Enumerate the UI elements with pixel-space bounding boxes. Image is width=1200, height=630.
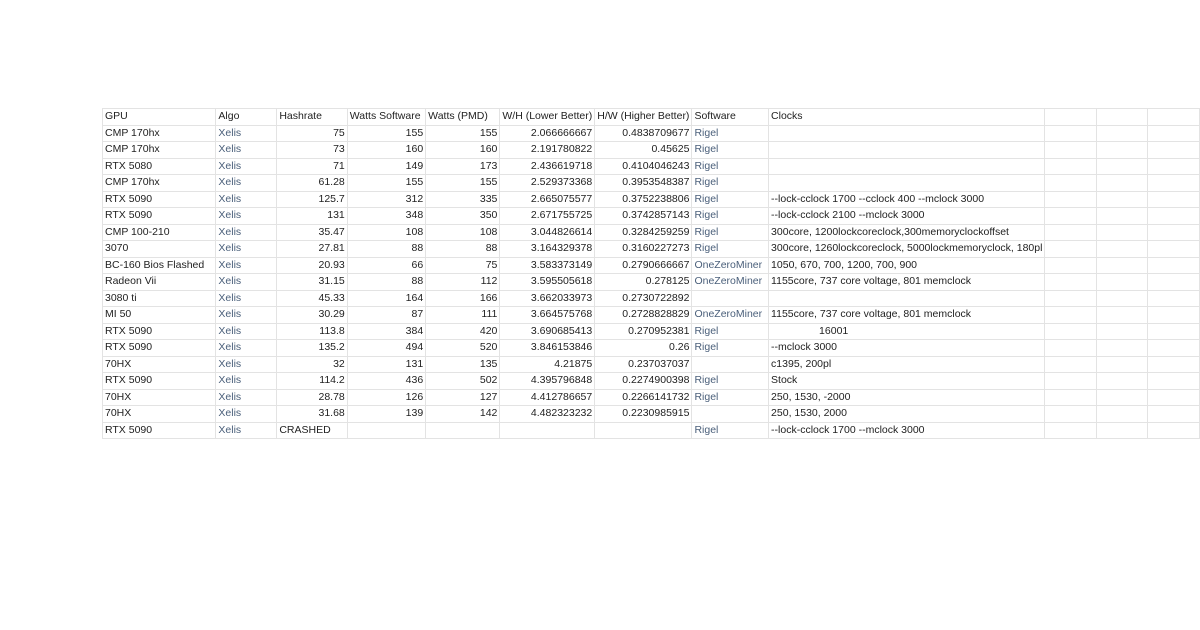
empty-cell[interactable]: [1097, 389, 1148, 406]
empty-cell[interactable]: [1045, 224, 1097, 241]
cell-col-4[interactable]: 160: [426, 142, 500, 159]
cell-col-4[interactable]: 350: [426, 208, 500, 225]
cell-col-1[interactable]: Xelis: [216, 307, 277, 324]
empty-cell[interactable]: [1045, 356, 1097, 373]
empty-cell[interactable]: [1148, 307, 1200, 324]
header-cell-5[interactable]: W/H (Lower Better): [500, 109, 595, 126]
empty-cell[interactable]: [1148, 422, 1200, 439]
cell-col-7[interactable]: Rigel: [692, 340, 769, 357]
cell-col-4[interactable]: 155: [426, 125, 500, 142]
empty-cell[interactable]: [1097, 356, 1148, 373]
header-cell-6[interactable]: H/W (Higher Better): [595, 109, 692, 126]
empty-cell[interactable]: [1148, 323, 1200, 340]
cell-col-5[interactable]: 4.395796848: [500, 373, 595, 390]
cell-col-2[interactable]: 35.47: [277, 224, 347, 241]
cell-col-4[interactable]: 75: [426, 257, 500, 274]
cell-col-6[interactable]: 0.2790666667: [595, 257, 692, 274]
empty-cell[interactable]: [1148, 142, 1200, 159]
cell-col-4[interactable]: [426, 422, 500, 439]
header-cell-4[interactable]: Watts (PMD): [426, 109, 500, 126]
cell-col-5[interactable]: 3.164329378: [500, 241, 595, 258]
table-row: [103, 307, 1200, 324]
cell-col-1[interactable]: Xelis: [216, 125, 277, 142]
cell-col-8[interactable]: [769, 142, 1045, 159]
empty-cell[interactable]: [1045, 109, 1097, 126]
table-row: [103, 340, 1200, 357]
empty-cell[interactable]: [1148, 340, 1200, 357]
cell-col-0[interactable]: CMP 170hx: [103, 142, 216, 159]
cell-col-8[interactable]: Stock: [769, 373, 1045, 390]
cell-col-5[interactable]: 3.662033973: [500, 290, 595, 307]
cell-col-7[interactable]: Rigel: [692, 191, 769, 208]
table-row: [103, 224, 1200, 241]
cell-col-6[interactable]: 0.2728828829: [595, 307, 692, 324]
cell-col-0[interactable]: RTX 5090: [103, 323, 216, 340]
cell-col-1[interactable]: Xelis: [216, 389, 277, 406]
cell-col-2[interactable]: 75: [277, 125, 347, 142]
empty-cell[interactable]: [1148, 274, 1200, 291]
cell-col-0[interactable]: RTX 5090: [103, 208, 216, 225]
cell-col-6[interactable]: 0.45625: [595, 142, 692, 159]
cell-col-7[interactable]: Rigel: [692, 208, 769, 225]
cell-col-1[interactable]: Xelis: [216, 158, 277, 175]
cell-col-6[interactable]: 0.270952381: [595, 323, 692, 340]
empty-cell[interactable]: [1045, 175, 1097, 192]
cell-col-0[interactable]: RTX 5090: [103, 191, 216, 208]
cell-col-1[interactable]: Xelis: [216, 208, 277, 225]
empty-cell[interactable]: [1097, 241, 1148, 258]
empty-cell[interactable]: [1045, 340, 1097, 357]
empty-cell[interactable]: [1045, 422, 1097, 439]
cell-col-2[interactable]: 31.15: [277, 274, 347, 291]
empty-cell[interactable]: [1097, 274, 1148, 291]
header-row: [103, 109, 1200, 126]
empty-cell[interactable]: [1148, 109, 1200, 126]
cell-col-4[interactable]: 420: [426, 323, 500, 340]
cell-col-4[interactable]: 502: [426, 373, 500, 390]
cell-col-6[interactable]: 0.3752238806: [595, 191, 692, 208]
table-row: [103, 125, 1200, 142]
cell-col-3[interactable]: 88: [347, 241, 425, 258]
empty-cell[interactable]: [1097, 340, 1148, 357]
cell-col-6[interactable]: 0.2730722892: [595, 290, 692, 307]
cell-col-6[interactable]: 0.3284259259: [595, 224, 692, 241]
header-cell-3[interactable]: Watts Software: [347, 109, 425, 126]
cell-col-2[interactable]: 27.81: [277, 241, 347, 258]
header-cell-1[interactable]: Algo: [216, 109, 277, 126]
cell-col-3[interactable]: 160: [347, 142, 425, 159]
cell-col-3[interactable]: 149: [347, 158, 425, 175]
cell-col-8[interactable]: 16001: [769, 323, 1045, 340]
cell-col-7[interactable]: Rigel: [692, 323, 769, 340]
cell-col-6[interactable]: 0.4838709677: [595, 125, 692, 142]
cell-col-0[interactable]: 3070: [103, 241, 216, 258]
empty-cell[interactable]: [1097, 191, 1148, 208]
cell-col-5[interactable]: 2.066666667: [500, 125, 595, 142]
cell-col-2[interactable]: 32: [277, 356, 347, 373]
cell-col-0[interactable]: RTX 5080: [103, 158, 216, 175]
cell-col-7[interactable]: OneZeroMiner: [692, 274, 769, 291]
cell-col-8[interactable]: [769, 175, 1045, 192]
empty-cell[interactable]: [1097, 307, 1148, 324]
empty-cell[interactable]: [1097, 257, 1148, 274]
cell-col-7[interactable]: OneZeroMiner: [692, 307, 769, 324]
cell-col-4[interactable]: 127: [426, 389, 500, 406]
cell-col-8[interactable]: 1155core, 737 core voltage, 801 memclock: [769, 307, 1045, 324]
cell-col-6[interactable]: 0.3953548387: [595, 175, 692, 192]
cell-col-6[interactable]: 0.4104046243: [595, 158, 692, 175]
header-cell-7[interactable]: Software: [692, 109, 769, 126]
cell-col-2[interactable]: 73: [277, 142, 347, 159]
empty-cell[interactable]: [1097, 158, 1148, 175]
cell-col-0[interactable]: BC-160 Bios Flashed: [103, 257, 216, 274]
cell-col-7[interactable]: Rigel: [692, 175, 769, 192]
cell-col-6[interactable]: 0.3742857143: [595, 208, 692, 225]
empty-cell[interactable]: [1148, 373, 1200, 390]
cell-col-1[interactable]: Xelis: [216, 257, 277, 274]
cell-col-1[interactable]: Xelis: [216, 340, 277, 357]
cell-col-0[interactable]: Radeon Vii: [103, 274, 216, 291]
cell-col-6[interactable]: 0.2230985915: [595, 406, 692, 423]
cell-col-7[interactable]: Rigel: [692, 142, 769, 159]
cell-col-3[interactable]: 108: [347, 224, 425, 241]
empty-cell[interactable]: [1045, 274, 1097, 291]
cell-col-8[interactable]: 300core, 1260lockcoreclock, 5000lockmemoryclock, 180pl: [769, 241, 1045, 258]
empty-cell[interactable]: [1045, 290, 1097, 307]
empty-cell[interactable]: [1045, 125, 1097, 142]
cell-col-2[interactable]: CRASHED: [277, 422, 347, 439]
cell-col-1[interactable]: Xelis: [216, 175, 277, 192]
table-row: [103, 406, 1200, 423]
cell-col-3[interactable]: 436: [347, 373, 425, 390]
empty-cell[interactable]: [1097, 373, 1148, 390]
cell-col-5[interactable]: 4.21875: [500, 356, 595, 373]
cell-col-2[interactable]: 113.8: [277, 323, 347, 340]
empty-cell[interactable]: [1045, 208, 1097, 225]
cell-col-1[interactable]: Xelis: [216, 406, 277, 423]
cell-col-1[interactable]: Xelis: [216, 224, 277, 241]
cell-col-1[interactable]: Xelis: [216, 191, 277, 208]
cell-col-4[interactable]: 108: [426, 224, 500, 241]
cell-col-3[interactable]: 494: [347, 340, 425, 357]
cell-col-4[interactable]: 111: [426, 307, 500, 324]
cell-col-3[interactable]: 131: [347, 356, 425, 373]
empty-cell[interactable]: [1148, 241, 1200, 258]
table-row: [103, 356, 1200, 373]
table-row: [103, 323, 1200, 340]
cell-col-4[interactable]: 155: [426, 175, 500, 192]
cell-col-3[interactable]: 126: [347, 389, 425, 406]
cell-col-6[interactable]: 0.278125: [595, 274, 692, 291]
cell-col-5[interactable]: 2.436619718: [500, 158, 595, 175]
empty-cell[interactable]: [1097, 323, 1148, 340]
cell-col-0[interactable]: RTX 5090: [103, 422, 216, 439]
cell-col-5[interactable]: 2.191780822: [500, 142, 595, 159]
cell-col-0[interactable]: 3080 ti: [103, 290, 216, 307]
cell-col-3[interactable]: 155: [347, 175, 425, 192]
cell-col-2[interactable]: 20.93: [277, 257, 347, 274]
cell-col-2[interactable]: 135.2: [277, 340, 347, 357]
empty-cell[interactable]: [1045, 323, 1097, 340]
cell-col-0[interactable]: CMP 170hx: [103, 125, 216, 142]
cell-col-8[interactable]: 250, 1530, -2000: [769, 389, 1045, 406]
cell-col-0[interactable]: CMP 170hx: [103, 175, 216, 192]
table-row: [103, 175, 1200, 192]
cell-col-3[interactable]: 139: [347, 406, 425, 423]
empty-cell[interactable]: [1097, 422, 1148, 439]
cell-col-5[interactable]: 4.412786657: [500, 389, 595, 406]
empty-cell[interactable]: [1045, 373, 1097, 390]
empty-cell[interactable]: [1148, 389, 1200, 406]
empty-cell[interactable]: [1097, 142, 1148, 159]
cell-col-2[interactable]: 31.68: [277, 406, 347, 423]
cell-col-6[interactable]: 0.2266141732: [595, 389, 692, 406]
spreadsheet-table: [102, 108, 1200, 439]
empty-cell[interactable]: [1148, 191, 1200, 208]
cell-col-1[interactable]: Xelis: [216, 290, 277, 307]
cell-col-4[interactable]: 335: [426, 191, 500, 208]
cell-col-4[interactable]: 173: [426, 158, 500, 175]
cell-col-6[interactable]: 0.26: [595, 340, 692, 357]
table-row: [103, 274, 1200, 291]
cell-col-6[interactable]: [595, 422, 692, 439]
cell-col-5[interactable]: 3.595505618: [500, 274, 595, 291]
cell-col-5[interactable]: 3.044826614: [500, 224, 595, 241]
cell-col-3[interactable]: [347, 422, 425, 439]
empty-cell[interactable]: [1148, 125, 1200, 142]
empty-cell[interactable]: [1148, 158, 1200, 175]
cell-col-6[interactable]: 0.3160227273: [595, 241, 692, 258]
cell-col-8[interactable]: 1050, 670, 700, 1200, 700, 900: [769, 257, 1045, 274]
cell-col-2[interactable]: 71: [277, 158, 347, 175]
cell-col-6[interactable]: 0.2274900398: [595, 373, 692, 390]
cell-col-7[interactable]: Rigel: [692, 389, 769, 406]
empty-cell[interactable]: [1045, 191, 1097, 208]
cell-col-8[interactable]: --lock-cclock 1700 --mclock 3000: [769, 422, 1045, 439]
cell-col-2[interactable]: 30.29: [277, 307, 347, 324]
cell-col-5[interactable]: 2.529373368: [500, 175, 595, 192]
empty-cell[interactable]: [1045, 241, 1097, 258]
cell-col-3[interactable]: 88: [347, 274, 425, 291]
cell-col-0[interactable]: RTX 5090: [103, 373, 216, 390]
empty-cell[interactable]: [1148, 224, 1200, 241]
empty-cell[interactable]: [1097, 224, 1148, 241]
header-cell-2[interactable]: Hashrate: [277, 109, 347, 126]
cell-col-1[interactable]: Xelis: [216, 356, 277, 373]
cell-col-3[interactable]: 66: [347, 257, 425, 274]
cell-col-3[interactable]: 164: [347, 290, 425, 307]
cell-col-4[interactable]: 135: [426, 356, 500, 373]
cell-col-2[interactable]: 45.33: [277, 290, 347, 307]
table-row: [103, 422, 1200, 439]
cell-col-3[interactable]: 155: [347, 125, 425, 142]
cell-col-4[interactable]: 112: [426, 274, 500, 291]
cell-col-0[interactable]: RTX 5090: [103, 340, 216, 357]
cell-col-7[interactable]: OneZeroMiner: [692, 257, 769, 274]
cell-col-4[interactable]: 88: [426, 241, 500, 258]
cell-col-1[interactable]: Xelis: [216, 274, 277, 291]
cell-col-5[interactable]: 2.665075577: [500, 191, 595, 208]
cell-col-0[interactable]: 70HX: [103, 406, 216, 423]
cell-col-1[interactable]: Xelis: [216, 422, 277, 439]
cell-col-8[interactable]: 300core, 1200lockcoreclock,300memoryclockoffset: [769, 224, 1045, 241]
cell-col-5[interactable]: 4.482323232: [500, 406, 595, 423]
table-row: [103, 257, 1200, 274]
table-row: [103, 373, 1200, 390]
cell-col-1[interactable]: Xelis: [216, 373, 277, 390]
empty-cell[interactable]: [1097, 208, 1148, 225]
cell-col-2[interactable]: 131: [277, 208, 347, 225]
cell-col-8[interactable]: [769, 158, 1045, 175]
cell-col-0[interactable]: MI 50: [103, 307, 216, 324]
cell-col-7[interactable]: [692, 356, 769, 373]
table-row: [103, 142, 1200, 159]
empty-cell[interactable]: [1045, 257, 1097, 274]
table-row: [103, 241, 1200, 258]
cell-col-2[interactable]: 61.28: [277, 175, 347, 192]
cell-col-3[interactable]: 312: [347, 191, 425, 208]
empty-cell[interactable]: [1045, 389, 1097, 406]
empty-cell[interactable]: [1097, 406, 1148, 423]
cell-col-8[interactable]: 1155core, 737 core voltage, 801 memclock: [769, 274, 1045, 291]
cell-col-7[interactable]: [692, 406, 769, 423]
cell-col-5[interactable]: 3.690685413: [500, 323, 595, 340]
header-cell-0[interactable]: GPU: [103, 109, 216, 126]
empty-cell[interactable]: [1148, 406, 1200, 423]
empty-cell[interactable]: [1097, 109, 1148, 126]
cell-col-0[interactable]: 70HX: [103, 389, 216, 406]
cell-col-8[interactable]: c1395, 200pl: [769, 356, 1045, 373]
empty-cell[interactable]: [1045, 307, 1097, 324]
cell-col-4[interactable]: 142: [426, 406, 500, 423]
empty-cell[interactable]: [1148, 290, 1200, 307]
table-row: [103, 158, 1200, 175]
cell-col-5[interactable]: 3.583373149: [500, 257, 595, 274]
cell-col-8[interactable]: [769, 290, 1045, 307]
cell-col-2[interactable]: 28.78: [277, 389, 347, 406]
empty-cell[interactable]: [1148, 257, 1200, 274]
cell-col-4[interactable]: 520: [426, 340, 500, 357]
table-row: [103, 290, 1200, 307]
cell-col-0[interactable]: 70HX: [103, 356, 216, 373]
cell-col-1[interactable]: Xelis: [216, 241, 277, 258]
cell-col-7[interactable]: Rigel: [692, 125, 769, 142]
table-row: [103, 208, 1200, 225]
empty-cell[interactable]: [1148, 208, 1200, 225]
cell-col-7[interactable]: Rigel: [692, 241, 769, 258]
cell-col-2[interactable]: 125.7: [277, 191, 347, 208]
cell-col-2[interactable]: 114.2: [277, 373, 347, 390]
cell-col-8[interactable]: 250, 1530, 2000: [769, 406, 1045, 423]
table-row: [103, 191, 1200, 208]
cell-col-5[interactable]: 3.664575768: [500, 307, 595, 324]
header-cell-8[interactable]: Clocks: [769, 109, 1045, 126]
cell-col-5[interactable]: 2.671755725: [500, 208, 595, 225]
cell-col-4[interactable]: 166: [426, 290, 500, 307]
cell-col-8[interactable]: --mclock 3000: [769, 340, 1045, 357]
cell-col-7[interactable]: [692, 290, 769, 307]
cell-col-5[interactable]: [500, 422, 595, 439]
cell-col-8[interactable]: --lock-cclock 2100 --mclock 3000: [769, 208, 1045, 225]
empty-cell[interactable]: [1148, 356, 1200, 373]
cell-col-6[interactable]: 0.237037037: [595, 356, 692, 373]
empty-cell[interactable]: [1045, 158, 1097, 175]
cell-col-8[interactable]: --lock-cclock 1700 --cclock 400 --mclock 3000: [769, 191, 1045, 208]
cell-col-3[interactable]: 348: [347, 208, 425, 225]
cell-col-0[interactable]: CMP 100-210: [103, 224, 216, 241]
cell-col-5[interactable]: 3.846153846: [500, 340, 595, 357]
empty-cell[interactable]: [1097, 175, 1148, 192]
cell-col-1[interactable]: Xelis: [216, 142, 277, 159]
empty-cell[interactable]: [1148, 175, 1200, 192]
cell-col-1[interactable]: Xelis: [216, 323, 277, 340]
cell-col-7[interactable]: Rigel: [692, 158, 769, 175]
empty-cell[interactable]: [1097, 125, 1148, 142]
cell-col-7[interactable]: Rigel: [692, 224, 769, 241]
cell-col-7[interactable]: Rigel: [692, 373, 769, 390]
table-row: [103, 389, 1200, 406]
empty-cell[interactable]: [1045, 406, 1097, 423]
cell-col-3[interactable]: 384: [347, 323, 425, 340]
cell-col-7[interactable]: Rigel: [692, 422, 769, 439]
empty-cell[interactable]: [1097, 290, 1148, 307]
empty-cell[interactable]: [1045, 142, 1097, 159]
cell-col-8[interactable]: [769, 125, 1045, 142]
cell-col-3[interactable]: 87: [347, 307, 425, 324]
